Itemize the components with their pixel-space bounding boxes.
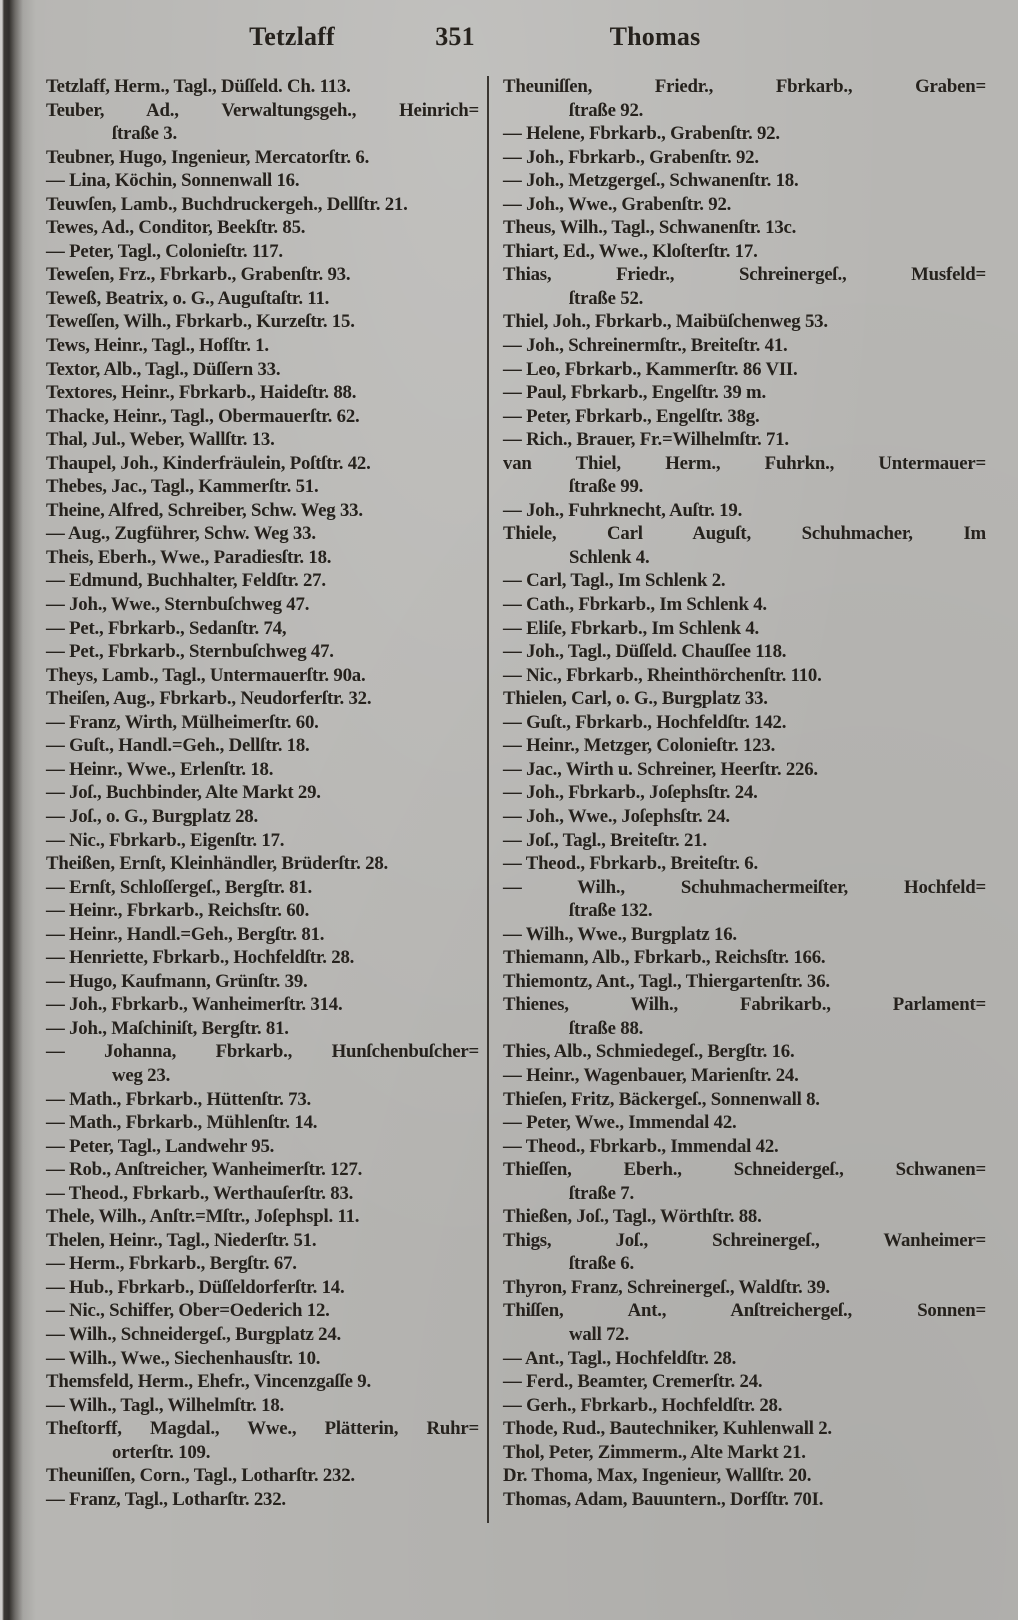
directory-entry <box>46 381 479 405</box>
entry-line: — Heinr., Wagenbauer, Marienſtr. 24. <box>503 1064 799 1086</box>
entry-line: — Joh., Maſchiniſt, Bergſtr. 81. <box>46 1017 289 1039</box>
entry-continuation-line: wall 72. <box>569 1323 629 1345</box>
entry-line: — Joh., Wwe., Grabenſtr. 92. <box>503 193 732 215</box>
entry-line: Theus, Wilh., Tagl., Schwanenſtr. 13c. <box>503 217 797 239</box>
directory-entry <box>503 334 986 358</box>
directory-entry <box>46 146 479 170</box>
entry-continuation-line: ſtraße 132. <box>569 900 653 922</box>
directory-entry <box>503 876 986 923</box>
running-header-left: Tetzlaff <box>249 22 335 51</box>
directory-entry <box>46 829 479 853</box>
entry-line: — Helene, Fbrkarb., Grabenſtr. 92. <box>503 123 780 145</box>
directory-entry <box>46 687 479 711</box>
entry-line: Thelen, Heinr., Tagl., Niederſtr. 51. <box>46 1229 317 1251</box>
directory-entry <box>46 358 479 382</box>
directory-entry <box>503 405 986 429</box>
entry-continuation-line: Schlenk 4. <box>569 546 650 568</box>
directory-entry <box>46 1394 479 1418</box>
directory-entry <box>46 193 479 217</box>
entry-line: Thode, Rud., Bautechniker, Kuhlenwall 2. <box>503 1418 832 1440</box>
entry-line: Thol, Peter, Zimmerm., Alte Markt 21. <box>503 1441 806 1463</box>
entry-line: Textor, Alb., Tagl., Düſſern 33. <box>46 358 281 380</box>
entry-line: Thaupel, Joh., Kinderfräulein, Poſtſtr. 42. <box>46 452 371 474</box>
entry-line: — Peter, Fbrkarb., Engelſtr. 38g. <box>503 405 760 427</box>
directory-column-left <box>46 75 479 1511</box>
entry-line: Thomas, Adam, Bauuntern., Dorfſtr. 70I. <box>503 1488 824 1510</box>
entry-line: Thießen, Joſ., Tagl., Wörthſtr. 88. <box>503 1206 762 1228</box>
entry-line: Thias, Friedr., Schreinergeſ., Musfeld= <box>503 264 986 286</box>
directory-entry <box>46 75 479 99</box>
directory-entry <box>46 923 479 947</box>
directory-entry <box>46 852 479 876</box>
entry-line: Teubner, Hugo, Ingenieur, Mercatorſtr. 6. <box>46 146 370 168</box>
directory-entry <box>503 781 986 805</box>
directory-entry <box>503 569 986 593</box>
directory-entry <box>46 640 479 664</box>
directory-entry <box>503 1088 986 1112</box>
entry-line: — Heinr., Wwe., Erlenſtr. 18. <box>46 758 274 780</box>
entry-line: — Wilh., Schneidergeſ., Burgplatz 24. <box>46 1323 342 1345</box>
entry-line: — Jac., Wirth u. Schreiner, Heerſtr. 226. <box>503 758 818 780</box>
directory-entry <box>503 1111 986 1135</box>
directory-entry <box>503 829 986 853</box>
entry-line: — Rich., Brauer, Fr.=Wilhelmſtr. 71. <box>503 429 789 451</box>
entry-line: — Carl, Tagl., Im Schlenk 2. <box>503 570 726 592</box>
directory-entry <box>46 1323 479 1347</box>
directory-entry <box>503 1064 986 1088</box>
entry-line: — Nic., Fbrkarb., Rheinthörchenſtr. 110. <box>503 664 822 686</box>
entry-line: Thielen, Carl, o. G., Burgplatz 33. <box>503 688 768 710</box>
directory-entry <box>503 381 986 405</box>
page-number: 351 <box>435 22 475 51</box>
directory-entry <box>503 1229 986 1276</box>
column-divider-rule <box>487 76 489 1523</box>
entry-line: — Joh., Schreinermſtr., Breiteſtr. 41. <box>503 335 788 357</box>
entry-line: — Theod., Fbrkarb., Werthauſerſtr. 83. <box>46 1182 354 1204</box>
directory-entry <box>503 758 986 782</box>
entry-line: — Pet., Fbrkarb., Sternbuſchweg 47. <box>46 641 334 663</box>
entry-line: — Theod., Fbrkarb., Immendal 42. <box>503 1135 779 1157</box>
entry-line: Tewes, Ad., Conditor, Beekſtr. 85. <box>46 217 306 239</box>
entry-line: — Pet., Fbrkarb., Sedanſtr. 74, <box>46 617 287 639</box>
entry-line: — Joſ., Tagl., Breiteſtr. 21. <box>503 829 707 851</box>
directory-entry <box>46 522 479 546</box>
directory-entry <box>46 993 479 1017</box>
directory-entry <box>503 216 986 240</box>
entry-line: Teweſſen, Wilh., Fbrkarb., Kurzeſtr. 15. <box>46 311 355 333</box>
entry-line: Theuniſſen, Corn., Tagl., Lotharſtr. 232. <box>46 1465 355 1487</box>
directory-entry <box>46 1111 479 1135</box>
directory-entry <box>503 923 986 947</box>
entry-line: — Wilh., Wwe., Burgplatz 16. <box>503 923 737 945</box>
entry-line: Teuber, Ad., Verwaltungsgeh., Heinrich= <box>46 99 479 121</box>
directory-entry <box>46 805 479 829</box>
entry-line: Thiemontz, Ant., Tagl., Thiergartenſtr. 36. <box>503 970 830 992</box>
entry-line: Thiemann, Alb., Fbrkarb., Reichsſtr. 166. <box>503 947 826 969</box>
directory-entry <box>46 1417 479 1464</box>
directory-entry <box>46 1205 479 1229</box>
directory-entry <box>46 1252 479 1276</box>
directory-entry <box>46 452 479 476</box>
entry-line: — Joh., Fbrkarb., Joſephsſtr. 24. <box>503 782 758 804</box>
entry-line: Tews, Heinr., Tagl., Hofſtr. 1. <box>46 335 269 357</box>
entry-line: — Lina, Köchin, Sonnenwall 16. <box>46 170 300 192</box>
directory-entry <box>503 1488 986 1512</box>
directory-entry <box>503 617 986 641</box>
directory-entry <box>46 664 479 688</box>
entry-line: Thieſen, Fritz, Bäckergeſ., Sonnenwall 8. <box>503 1088 820 1110</box>
entry-line: — Joh., Fbrkarb., Wanheimerſtr. 314. <box>46 994 343 1016</box>
entry-line: — Aug., Zugführer, Schw. Weg 33. <box>46 523 316 545</box>
directory-entry <box>503 946 986 970</box>
entry-continuation-line: weg 23. <box>112 1064 171 1086</box>
directory-entry <box>46 899 479 923</box>
entry-line: Thyron, Franz, Schreinergeſ., Waldſtr. 39. <box>503 1276 830 1298</box>
entry-line: Theis, Eberh., Wwe., Paradiesſtr. 18. <box>46 546 332 568</box>
entry-line: — Joh., Fuhrknecht, Auſtr. 19. <box>503 499 743 521</box>
entry-line: — Joſ., o. G., Burgplatz 28. <box>46 805 258 827</box>
directory-column-right <box>503 75 986 1511</box>
entry-line: — Wilh., Schuhmachermeiſter, Hochfeld= <box>503 876 986 898</box>
directory-entry <box>503 1464 986 1488</box>
entry-line: — Rob., Anſtreicher, Wanheimerſtr. 127. <box>46 1159 363 1181</box>
directory-entry <box>46 240 479 264</box>
directory-entry <box>46 216 479 240</box>
directory-entry <box>46 711 479 735</box>
entry-continuation-line: ſtraße 6. <box>569 1253 634 1275</box>
entry-line: Theine, Alfred, Schreiber, Schw. Weg 33. <box>46 499 363 521</box>
entry-line: Thiel, Joh., Fbrkarb., Maibüſchenweg 53. <box>503 311 828 333</box>
directory-entry <box>503 1276 986 1300</box>
entry-line: — Franz, Tagl., Lotharſtr. 232. <box>46 1488 286 1510</box>
directory-entry <box>46 1276 479 1300</box>
directory-entry <box>46 263 479 287</box>
directory-entry <box>46 1229 479 1253</box>
directory-entry <box>503 499 986 523</box>
entry-line: — Franz, Wirth, Mülheimerſtr. 60. <box>46 711 319 733</box>
directory-entry <box>503 993 986 1040</box>
entry-line: — Hugo, Kaufmann, Grünſtr. 39. <box>46 970 308 992</box>
directory-entry <box>503 240 986 264</box>
directory-entry <box>46 617 479 641</box>
entry-line: — Joh., Wwe., Sternbuſchweg 47. <box>46 594 310 616</box>
directory-entry <box>46 405 479 429</box>
directory-entry <box>46 310 479 334</box>
directory-entry <box>46 1347 479 1371</box>
directory-entry <box>503 1040 986 1064</box>
entry-line: — Nic., Fbrkarb., Eigenſtr. 17. <box>46 829 285 851</box>
entry-line: — Nic., Schiffer, Ober=Oederich 12. <box>46 1300 330 1322</box>
directory-entry <box>46 758 479 782</box>
entry-line: — Math., Fbrkarb., Hüttenſtr. 73. <box>46 1088 312 1110</box>
running-header-right: Thomas <box>609 22 701 51</box>
directory-entry <box>46 876 479 900</box>
directory-entry <box>503 193 986 217</box>
entry-line: Thal, Jul., Weber, Wallſtr. 13. <box>46 429 275 451</box>
entry-line: — Guſt., Fbrkarb., Hochfeldſtr. 142. <box>503 711 787 733</box>
entry-line: — Cath., Fbrkarb., Im Schlenk 4. <box>503 594 767 616</box>
directory-entry <box>503 452 986 499</box>
directory-entry <box>503 428 986 452</box>
directory-entry <box>46 1158 479 1182</box>
entry-line: — Guſt., Handl.=Geh., Dellſtr. 18. <box>46 735 310 757</box>
directory-entry <box>46 1135 479 1159</box>
entry-line: — Peter, Tagl., Landwehr 95. <box>46 1135 275 1157</box>
entry-line: — Math., Fbrkarb., Mühlenſtr. 14. <box>46 1112 318 1134</box>
directory-entry <box>46 475 479 499</box>
entry-line: — Theod., Fbrkarb., Breiteſtr. 6. <box>503 853 758 875</box>
entry-line: — Edmund, Buchhalter, Feldſtr. 27. <box>46 570 326 592</box>
entry-line: Textores, Heinr., Fbrkarb., Haideſtr. 88. <box>46 382 357 404</box>
directory-entry <box>503 1370 986 1394</box>
directory-entry <box>46 1370 479 1394</box>
directory-entry <box>503 593 986 617</box>
directory-entry <box>46 970 479 994</box>
entry-line: van Thiel, Herm., Fuhrkn., Untermauer= <box>503 452 986 474</box>
directory-entry <box>503 122 986 146</box>
entry-line: Thacke, Heinr., Tagl., Obermauerſtr. 62. <box>46 405 360 427</box>
directory-entry <box>503 1135 986 1159</box>
directory-entry <box>46 428 479 452</box>
directory-entry <box>46 593 479 617</box>
entry-line: Teweſen, Frz., Fbrkarb., Grabenſtr. 93. <box>46 264 351 286</box>
directory-entry <box>46 546 479 570</box>
entry-line: — Peter, Tagl., Colonieſtr. 117. <box>46 240 283 262</box>
entry-continuation-line: ſtraße 3. <box>112 123 177 145</box>
directory-entry <box>46 1182 479 1206</box>
entry-line: — Gerh., Fbrkarb., Hochfeldſtr. 28. <box>503 1394 783 1416</box>
directory-entry <box>503 711 986 735</box>
directory-entry <box>503 1158 986 1205</box>
directory-entry <box>46 1464 479 1488</box>
directory-entry <box>503 358 986 382</box>
directory-entry <box>503 1347 986 1371</box>
entry-line: Theiſen, Aug., Fbrkarb., Neudorferſtr. 32. <box>46 688 372 710</box>
directory-entry <box>503 734 986 758</box>
directory-entry <box>46 499 479 523</box>
directory-entry <box>503 146 986 170</box>
directory-entry <box>46 1299 479 1323</box>
entry-line: — Herm., Fbrkarb., Bergſtr. 67. <box>46 1253 297 1275</box>
entry-line: Dr. Thoma, Max, Ingenieur, Wallſtr. 20. <box>503 1465 812 1487</box>
entry-continuation-line: ſtraße 88. <box>569 1017 644 1039</box>
entry-line: Tetzlaff, Herm., Tagl., Düſſeld. Ch. 113. <box>46 76 351 97</box>
entry-line: — Joſ., Buchbinder, Alte Markt 29. <box>46 782 321 804</box>
entry-line: — Wilh., Tagl., Wilhelmſtr. 18. <box>46 1394 285 1416</box>
directory-entry <box>46 1088 479 1112</box>
entry-line: — Joh., Tagl., Düſſeld. Chauſſee 118. <box>503 641 787 663</box>
entry-continuation-line: orterſtr. 109. <box>112 1441 211 1463</box>
entry-line: Thebes, Jac., Tagl., Kammerſtr. 51. <box>46 476 319 498</box>
directory-entry <box>46 287 479 311</box>
entry-line: — Heinr., Fbrkarb., Reichsſtr. 60. <box>46 900 310 922</box>
entry-continuation-line: ſtraße 7. <box>569 1182 634 1204</box>
directory-entry <box>503 1394 986 1418</box>
entry-line: — Ant., Tagl., Hochfeldſtr. 28. <box>503 1347 737 1369</box>
entry-line: Theuniſſen, Friedr., Fbrkarb., Graben= <box>503 76 986 97</box>
directory-entry <box>46 169 479 193</box>
entry-line: — Heinr., Handl.=Geh., Bergſtr. 81. <box>46 923 325 945</box>
entry-continuation-line: ſtraße 99. <box>569 476 644 498</box>
entry-line: — Ernſt, Schloſſergeſ., Bergſtr. 81. <box>46 876 312 898</box>
entry-line: Thigs, Joſ., Schreinergeſ., Wanheimer= <box>503 1229 986 1251</box>
directory-entry <box>46 334 479 358</box>
directory-entry <box>503 664 986 688</box>
entry-line: — Joh., Fbrkarb., Grabenſtr. 92. <box>503 146 759 168</box>
entry-line: Theys, Lamb., Tagl., Untermauerſtr. 90a. <box>46 664 366 686</box>
entry-line: Thienes, Wilh., Fabrikarb., Parlament= <box>503 994 986 1016</box>
entry-line: — Johanna, Fbrkarb., Hunſchenbuſcher= <box>46 1041 479 1063</box>
directory-entry <box>46 946 479 970</box>
entry-line: — Joh., Wwe., Joſephsſtr. 24. <box>503 805 730 827</box>
directory-entry <box>503 640 986 664</box>
entry-line: Teuwſen, Lamb., Buchdruckergeh., Dellſtr. 21. <box>46 193 408 215</box>
entry-line: — Paul, Fbrkarb., Engelſtr. 39 m. <box>503 382 766 404</box>
entry-continuation-line: ſtraße 52. <box>569 287 644 309</box>
entry-line: Theſtorff, Magdal., Wwe., Plätterin, Ruhr= <box>46 1418 479 1440</box>
entry-line: — Joh., Metzgergeſ., Schwanenſtr. 18. <box>503 170 799 192</box>
directory-entry <box>503 75 986 122</box>
entry-line: Thiart, Ed., Wwe., Kloſterſtr. 17. <box>503 240 758 262</box>
directory-entry <box>503 970 986 994</box>
directory-entry <box>46 99 479 146</box>
directory-entry <box>503 310 986 334</box>
entry-line: Thies, Alb., Schmiedegeſ., Bergſtr. 16. <box>503 1041 795 1063</box>
entry-line: — Wilh., Wwe., Siechenhausſtr. 10. <box>46 1347 321 1369</box>
scan-gutter-shadow <box>0 0 36 1620</box>
directory-entry <box>503 1205 986 1229</box>
directory-entry <box>46 781 479 805</box>
directory-entry <box>46 569 479 593</box>
directory-entry <box>503 805 986 829</box>
entry-continuation-line: ſtraße 92. <box>569 99 644 121</box>
directory-entry <box>503 1417 986 1441</box>
directory-entry <box>46 1488 479 1512</box>
directory-entry <box>46 734 479 758</box>
directory-entry <box>503 522 986 569</box>
directory-entry <box>503 263 986 310</box>
directory-entry <box>503 169 986 193</box>
entry-line: — Leo, Fbrkarb., Kammerſtr. 86 VII. <box>503 358 798 380</box>
entry-line: Themsfeld, Herm., Ehefr., Vincenzgaſſe 9. <box>46 1371 371 1393</box>
directory-entry <box>503 852 986 876</box>
entry-line: — Ferd., Beamter, Cremerſtr. 24. <box>503 1371 763 1393</box>
entry-line: — Peter, Wwe., Immendal 42. <box>503 1112 737 1134</box>
entry-line: Thieſſen, Eberh., Schneidergeſ., Schwanen= <box>503 1159 986 1181</box>
directory-entry <box>503 1441 986 1465</box>
entry-line: — Hub., Fbrkarb., Düſſeldorferſtr. 14. <box>46 1276 345 1298</box>
entry-line: Thele, Wilh., Anſtr.=Mſtr., Joſephspl. 11. <box>46 1206 360 1228</box>
entry-line: — Eliſe, Fbrkarb., Im Schlenk 4. <box>503 617 760 639</box>
entry-line: Thiſſen, Ant., Anſtreichergeſ., Sonnen= <box>503 1300 986 1322</box>
directory-entry <box>503 687 986 711</box>
entry-line: Teweß, Beatrix, o. G., Auguſtaſtr. 11. <box>46 287 330 309</box>
entry-line: — Henriette, Fbrkarb., Hochfeldſtr. 28. <box>46 947 355 969</box>
entry-line: Thiele, Carl Auguſt, Schuhmacher, Im <box>503 523 986 545</box>
directory-entry <box>503 1299 986 1346</box>
directory-entry <box>46 1017 479 1041</box>
directory-entry <box>46 1040 479 1087</box>
entry-line: — Heinr., Metzger, Colonieſtr. 123. <box>503 735 776 757</box>
entry-line: Theißen, Ernſt, Kleinhändler, Brüderſtr. 28. <box>46 853 388 875</box>
